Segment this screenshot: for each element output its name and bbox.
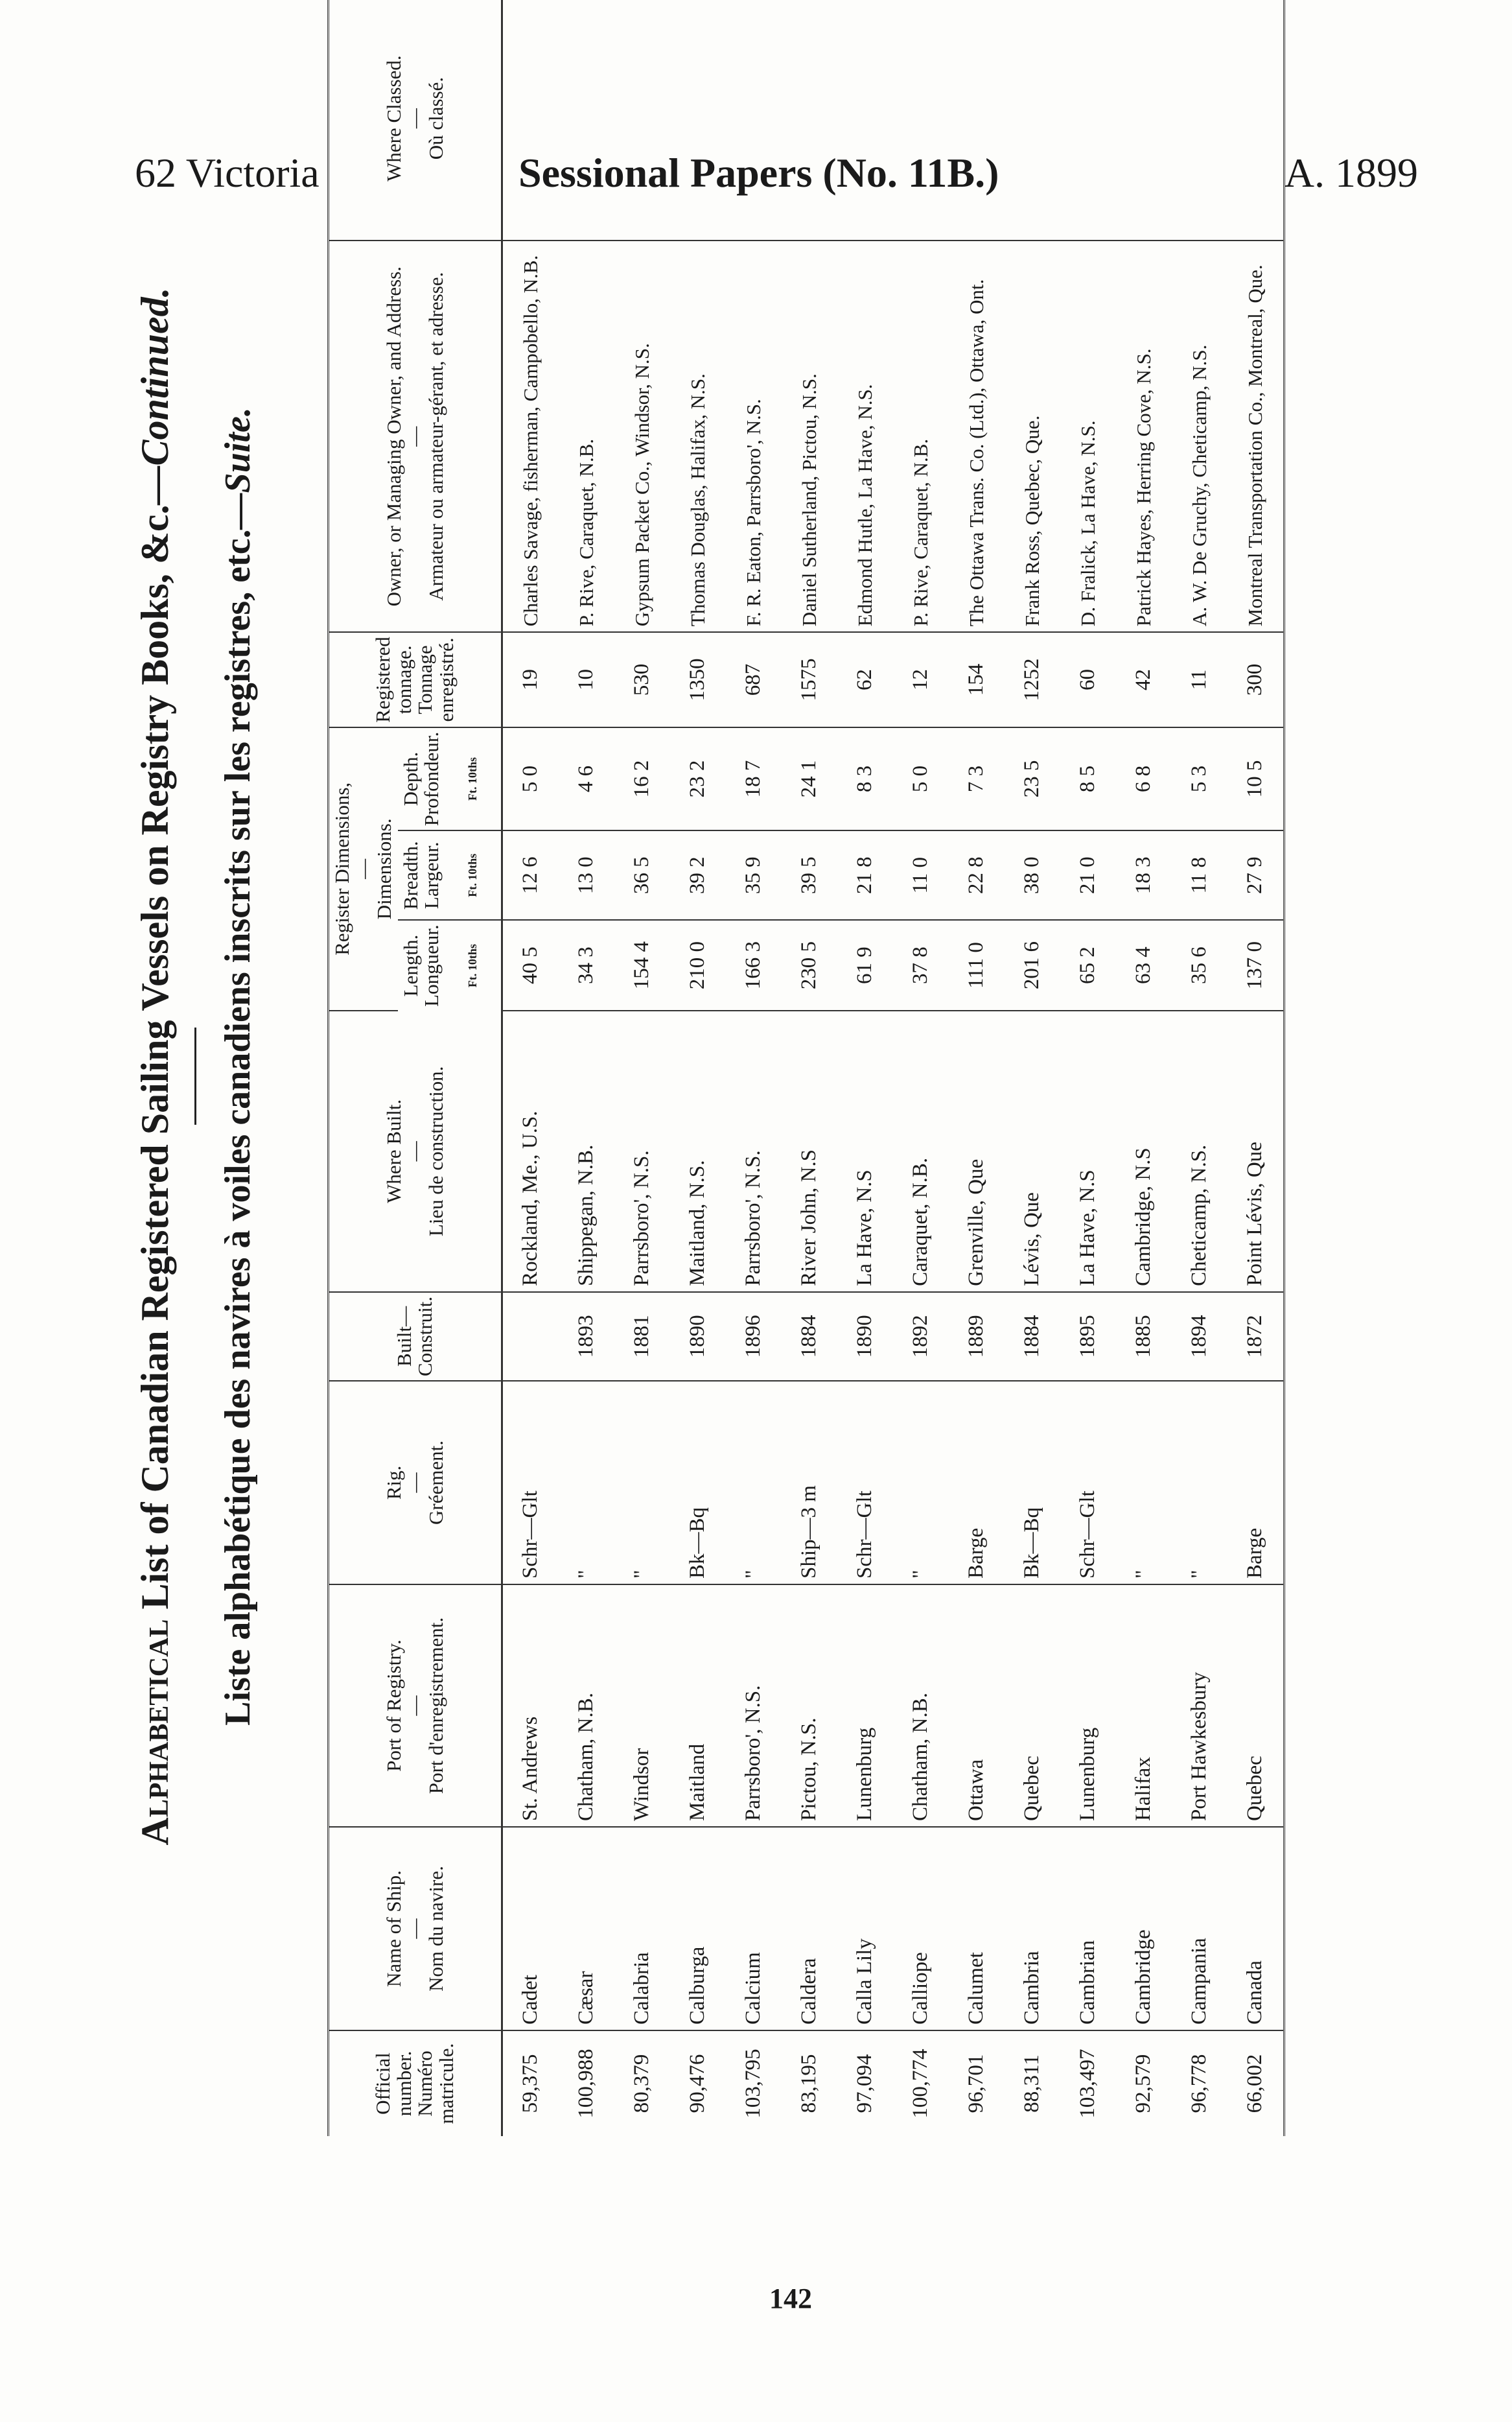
cell-where-classed (1060, 0, 1116, 241)
title-english-lead: Alphabetical (134, 1619, 176, 1846)
cell-rig: " (726, 1381, 782, 1584)
cell-where-built: Maitland, N.S. (670, 1011, 726, 1292)
cell-rig: Bk—Bq (1005, 1381, 1060, 1584)
cell-length: 166 3 (726, 920, 782, 1011)
cell-official-number: 96,701 (964, 2054, 988, 2113)
cell-official-number: 100,988 (574, 2049, 598, 2119)
col-register-dimensions: Register Dimensions, — Dimensions. (329, 727, 398, 1011)
cell-port-of-registry: Quebec (1227, 1584, 1285, 1827)
col-official-number: Official number. Numéro matricule. (329, 2030, 502, 2136)
cell-length: 61 9 (837, 920, 893, 1011)
cell-ship-name: Cambridge (1116, 1827, 1172, 2030)
cell-rig: Barge (1227, 1381, 1285, 1584)
cell-tonnage: 42 (1116, 632, 1172, 727)
cell-ship-name: Canada (1227, 1827, 1285, 2030)
cell-port-of-registry: Pictou, N.S. (782, 1584, 837, 1827)
cell-official-number: 88,311 (1020, 2054, 1044, 2113)
cell-year-built: 1895 (1060, 1292, 1116, 1381)
table-row (1227, 0, 1285, 2136)
cell-where-built: River John, N.S (782, 1011, 837, 1292)
cell-where-classed (670, 0, 726, 241)
cell-breadth: 35 9 (726, 830, 782, 920)
cell-ship-name: Cambria (1005, 1827, 1060, 2030)
table-row (837, 0, 893, 2136)
cell-port-of-registry: Lunenburg (837, 1584, 893, 1827)
cell-length: 40 5 (502, 920, 559, 1011)
cell-where-built: La Have, N.S (837, 1011, 893, 1292)
cell-year-built: 1890 (670, 1292, 726, 1381)
cell-where-classed (1116, 0, 1172, 241)
cell-rig: Barge (949, 1381, 1005, 1584)
unit-depth: Ft. 10ths (445, 727, 502, 831)
cell-rig: Bk—Bq (670, 1381, 726, 1584)
cell-breadth: 21 8 (837, 830, 893, 920)
table-row (502, 0, 559, 2136)
col-where-classed: Where Classed. — Où classé. (329, 0, 502, 241)
cell-year-built: 1896 (726, 1292, 782, 1381)
cell-where-classed (1172, 0, 1227, 241)
running-head-center: Sessional Papers (No. 11B.) (518, 150, 999, 196)
title-french-lead: Liste alphabétique (218, 1438, 258, 1726)
cell-ship-name: Campania (1172, 1827, 1227, 2030)
cell-official-number: 96,778 (1187, 2054, 1211, 2113)
cell-tonnage: 300 (1227, 632, 1285, 727)
table-row (782, 0, 837, 2136)
cell-official-number: 92,579 (1132, 2054, 1156, 2113)
cell-breadth: 36 5 (614, 830, 670, 920)
cell-where-classed (1227, 0, 1285, 241)
cell-official-number: 97,094 (853, 2054, 877, 2113)
cell-depth: 23 2 (670, 727, 726, 831)
cell-breadth: 11 8 (1172, 830, 1227, 920)
cell-where-built: Cambridge, N.S (1116, 1011, 1172, 1292)
cell-length: 35 6 (1172, 920, 1227, 1011)
col-built: Built—Construit. (329, 1292, 502, 1381)
cell-depth: 18 7 (726, 727, 782, 831)
cell-rig: Schr—Glt (1060, 1381, 1116, 1584)
cell-ship-name: Cæsar (559, 1827, 614, 2030)
cell-official-number: 66,002 (1243, 2054, 1267, 2113)
title-english-main: List of Canadian Registered Sailing Vessels on Registry Books, &c. (134, 504, 176, 1610)
cell-rig: " (1172, 1381, 1227, 1584)
table-row (1116, 0, 1172, 2136)
cell-where-classed (1005, 0, 1060, 241)
cell-tonnage: 11 (1172, 632, 1227, 727)
cell-ship-name: Calla Lily (837, 1827, 893, 2030)
cell-tonnage: 1350 (670, 632, 726, 727)
cell-breadth: 22 8 (949, 830, 1005, 920)
cell-where-classed (502, 0, 559, 241)
cell-port-of-registry: Ottawa (949, 1584, 1005, 1827)
cell-year-built: 1872 (1227, 1292, 1285, 1381)
title-french (217, 0, 259, 2136)
cell-year-built: 1881 (614, 1292, 670, 1381)
cell-rig: " (1116, 1381, 1172, 1584)
cell-length: 63 4 (1116, 920, 1172, 1011)
table-row (559, 0, 614, 2136)
cell-length: 230 5 (782, 920, 837, 1011)
cell-where-built: Parrsboro', N.S. (614, 1011, 670, 1292)
cell-tonnage: 12 (893, 632, 949, 727)
cell-year-built: 1893 (559, 1292, 614, 1381)
cell-official-number: 100,774 (909, 2049, 933, 2119)
vessel-register-table (327, 0, 1285, 2136)
cell-where-classed (837, 0, 893, 241)
cell-year-built (502, 1292, 559, 1381)
cell-port-of-registry: Lunenburg (1060, 1584, 1116, 1827)
cell-length: 37 8 (893, 920, 949, 1011)
cell-owner: Edmond Hutle, La Have, N.S. (837, 241, 893, 632)
cell-length: 65 2 (1060, 920, 1116, 1011)
cell-depth: 16 2 (614, 727, 670, 831)
cell-rig: Ship—3 m (782, 1381, 837, 1584)
cell-owner: P. Rive, Caraquet, N.B. (559, 241, 614, 632)
cell-owner: A. W. De Gruchy, Cheticamp, N.S. (1172, 241, 1227, 632)
unit-breadth: Ft. 10ths (445, 830, 502, 920)
cell-depth: 23 5 (1005, 727, 1060, 831)
title-french-main: des navires à voiles canadiens inscrits sur les registres, etc. (218, 529, 258, 1429)
cell-ship-name: Calabria (614, 1827, 670, 2030)
cell-official-number: 90,476 (686, 2054, 710, 2113)
running-head-right: A. 1899 (1284, 150, 1418, 196)
cell-length: 111 0 (949, 920, 1005, 1011)
cell-length: 201 6 (1005, 920, 1060, 1011)
cell-official-number: 83,195 (797, 2054, 821, 2113)
cell-owner: Gypsum Packet Co., Windsor, N.S. (614, 241, 670, 632)
cell-port-of-registry: Windsor (614, 1584, 670, 1827)
cell-depth: 5 0 (502, 727, 559, 831)
cell-depth: 4 6 (559, 727, 614, 831)
cell-where-built: Grenville, Que (949, 1011, 1005, 1292)
cell-owner: Montreal Transportation Co., Montreal, Que. (1227, 241, 1285, 632)
cell-depth: 6 8 (1116, 727, 1172, 831)
cell-year-built: 1884 (782, 1292, 837, 1381)
cell-length: 154 4 (614, 920, 670, 1011)
cell-year-built: 1892 (893, 1292, 949, 1381)
cell-official-number: 80,379 (630, 2054, 654, 2113)
cell-tonnage: 10 (559, 632, 614, 727)
cell-port-of-registry: Halifax (1116, 1584, 1172, 1827)
cell-rig: Schr—Glt (837, 1381, 893, 1584)
running-head-left: 62 Victoria (135, 150, 320, 196)
col-where-built: Where Built. — Lieu de construction. (329, 1011, 502, 1292)
cell-port-of-registry: Parrsboro', N.S. (726, 1584, 782, 1827)
cell-where-built: Point Lévis, Que (1227, 1011, 1285, 1292)
cell-port-of-registry: Maitland (670, 1584, 726, 1827)
cell-breadth: 39 5 (782, 830, 837, 920)
page-number: 142 (769, 2283, 812, 2314)
cell-year-built: 1894 (1172, 1292, 1227, 1381)
cell-tonnage: 530 (614, 632, 670, 727)
cell-rig: " (893, 1381, 949, 1584)
cell-owner: D. Fralick, La Have, N.S. (1060, 241, 1116, 632)
table-row (893, 0, 949, 2136)
table-row (670, 0, 726, 2136)
cell-where-classed (726, 0, 782, 241)
cell-port-of-registry: Quebec (1005, 1584, 1060, 1827)
cell-ship-name: Calcium (726, 1827, 782, 2030)
table-header-row (329, 0, 398, 2136)
cell-where-classed (782, 0, 837, 241)
cell-length: 137 0 (1227, 920, 1285, 1011)
cell-depth: 8 5 (1060, 727, 1116, 831)
cell-ship-name: Calliope (893, 1827, 949, 2030)
cell-ship-name: Calumet (949, 1827, 1005, 2030)
col-rig: Rig. — Gréement. (329, 1381, 502, 1584)
unit-length: Ft. 10ths (466, 944, 480, 988)
cell-owner: The Ottawa Trans. Co. (Ltd.), Ottawa, Ont. (949, 241, 1005, 632)
col-port: Port of Registry. — Port d'enregistrement. (329, 1584, 502, 1827)
cell-where-built: Rockland, Me., U.S. (502, 1011, 559, 1292)
cell-port-of-registry: St. Andrews (502, 1584, 559, 1827)
cell-official-number: 103,795 (741, 2049, 765, 2119)
cell-where-built: Parrsboro', N.S. (726, 1011, 782, 1292)
cell-length: 34 3 (559, 920, 614, 1011)
title-divider (194, 1028, 196, 1125)
cell-breadth: 18 3 (1116, 830, 1172, 920)
cell-year-built: 1889 (949, 1292, 1005, 1381)
cell-breadth: 11 0 (893, 830, 949, 920)
cell-depth: 7 3 (949, 727, 1005, 831)
cell-rig: Schr—Glt (502, 1381, 559, 1584)
cell-length: 210 0 (670, 920, 726, 1011)
cell-tonnage: 62 (837, 632, 893, 727)
cell-breadth: 13 0 (559, 830, 614, 920)
cell-depth: 5 3 (1172, 727, 1227, 831)
cell-owner: F. R. Eaton, Parrsboro', N.S. (726, 241, 782, 632)
cell-year-built: 1885 (1116, 1292, 1172, 1381)
cell-where-built: La Have, N.S (1060, 1011, 1116, 1292)
cell-rig: " (559, 1381, 614, 1584)
cell-official-number: 103,497 (1076, 2049, 1100, 2119)
cell-port-of-registry: Chatham, N.B. (893, 1584, 949, 1827)
cell-official-number: 59,375 (518, 2054, 542, 2113)
cell-depth: 10 5 (1227, 727, 1285, 831)
table-row (614, 0, 670, 2136)
cell-breadth: 38 0 (1005, 830, 1060, 920)
cell-ship-name: Cambrian (1060, 1827, 1116, 2030)
table-row (1005, 0, 1060, 2136)
cell-where-classed (893, 0, 949, 241)
cell-where-classed (614, 0, 670, 241)
cell-tonnage: 1252 (1005, 632, 1060, 727)
cell-tonnage: 154 (949, 632, 1005, 727)
table-row (949, 0, 1005, 2136)
cell-owner: Thomas Douglas, Halifax, N.S. (670, 241, 726, 632)
cell-tonnage: 687 (726, 632, 782, 727)
cell-owner: Frank Ross, Quebec, Que. (1005, 241, 1060, 632)
cell-rig: " (614, 1381, 670, 1584)
table-body (502, 0, 1284, 2136)
cell-where-built: Lévis, Que (1005, 1011, 1060, 1292)
cell-tonnage: 19 (502, 632, 559, 727)
cell-owner: P. Rive, Caraquet, N.B. (893, 241, 949, 632)
col-owner: Owner, or Managing Owner, and Address. — Armateur ou armateur-gérant, et adresse. (329, 241, 502, 632)
table-row (1172, 0, 1227, 2136)
rotated-table-block (133, 0, 1345, 2136)
cell-where-built: Cheticamp, N.S. (1172, 1011, 1227, 1292)
col-length: Length. Longueur. (399, 924, 443, 1007)
cell-year-built: 1884 (1005, 1292, 1060, 1381)
cell-tonnage: 1575 (782, 632, 837, 727)
col-depth: Depth. Profondeur. (398, 727, 445, 831)
cell-ship-name: Cadet (502, 1827, 559, 2030)
cell-owner: Daniel Sutherland, Pictou, N.S. (782, 241, 837, 632)
cell-ship-name: Calburga (670, 1827, 726, 2030)
cell-breadth: 39 2 (670, 830, 726, 920)
cell-breadth: 12 6 (502, 830, 559, 920)
cell-depth: 24 1 (782, 727, 837, 831)
cell-where-built: Caraquet, N.B. (893, 1011, 949, 1292)
cell-where-classed (949, 0, 1005, 241)
cell-depth: 5 0 (893, 727, 949, 831)
cell-owner: Charles Savage, fisherman, Campobello, N.B. (502, 241, 559, 632)
col-name: Name of Ship. — Nom du navire. (329, 1827, 502, 2030)
cell-where-classed (559, 0, 614, 241)
title-english-suffix: —Continued. (134, 287, 176, 505)
cell-owner: Patrick Hayes, Herring Cove, N.S. (1116, 241, 1172, 632)
title-french-suffix: —Suite. (218, 407, 258, 530)
table-row (726, 0, 782, 2136)
cell-depth: 8 3 (837, 727, 893, 831)
cell-where-built: Shippegan, N.B. (559, 1011, 614, 1292)
title-english (133, 0, 178, 2136)
cell-port-of-registry: Port Hawkesbury (1172, 1584, 1227, 1827)
cell-port-of-registry: Chatham, N.B. (559, 1584, 614, 1827)
cell-breadth: 21 0 (1060, 830, 1116, 920)
table-row (1060, 0, 1116, 2136)
cell-year-built: 1890 (837, 1292, 893, 1381)
cell-breadth: 27 9 (1227, 830, 1285, 920)
col-breadth: Breadth. Largeur. (398, 830, 445, 920)
cell-ship-name: Caldera (782, 1827, 837, 2030)
col-tonnage: Registered tonnage. Tonnage enregistré. (329, 632, 502, 727)
cell-tonnage: 60 (1060, 632, 1116, 727)
